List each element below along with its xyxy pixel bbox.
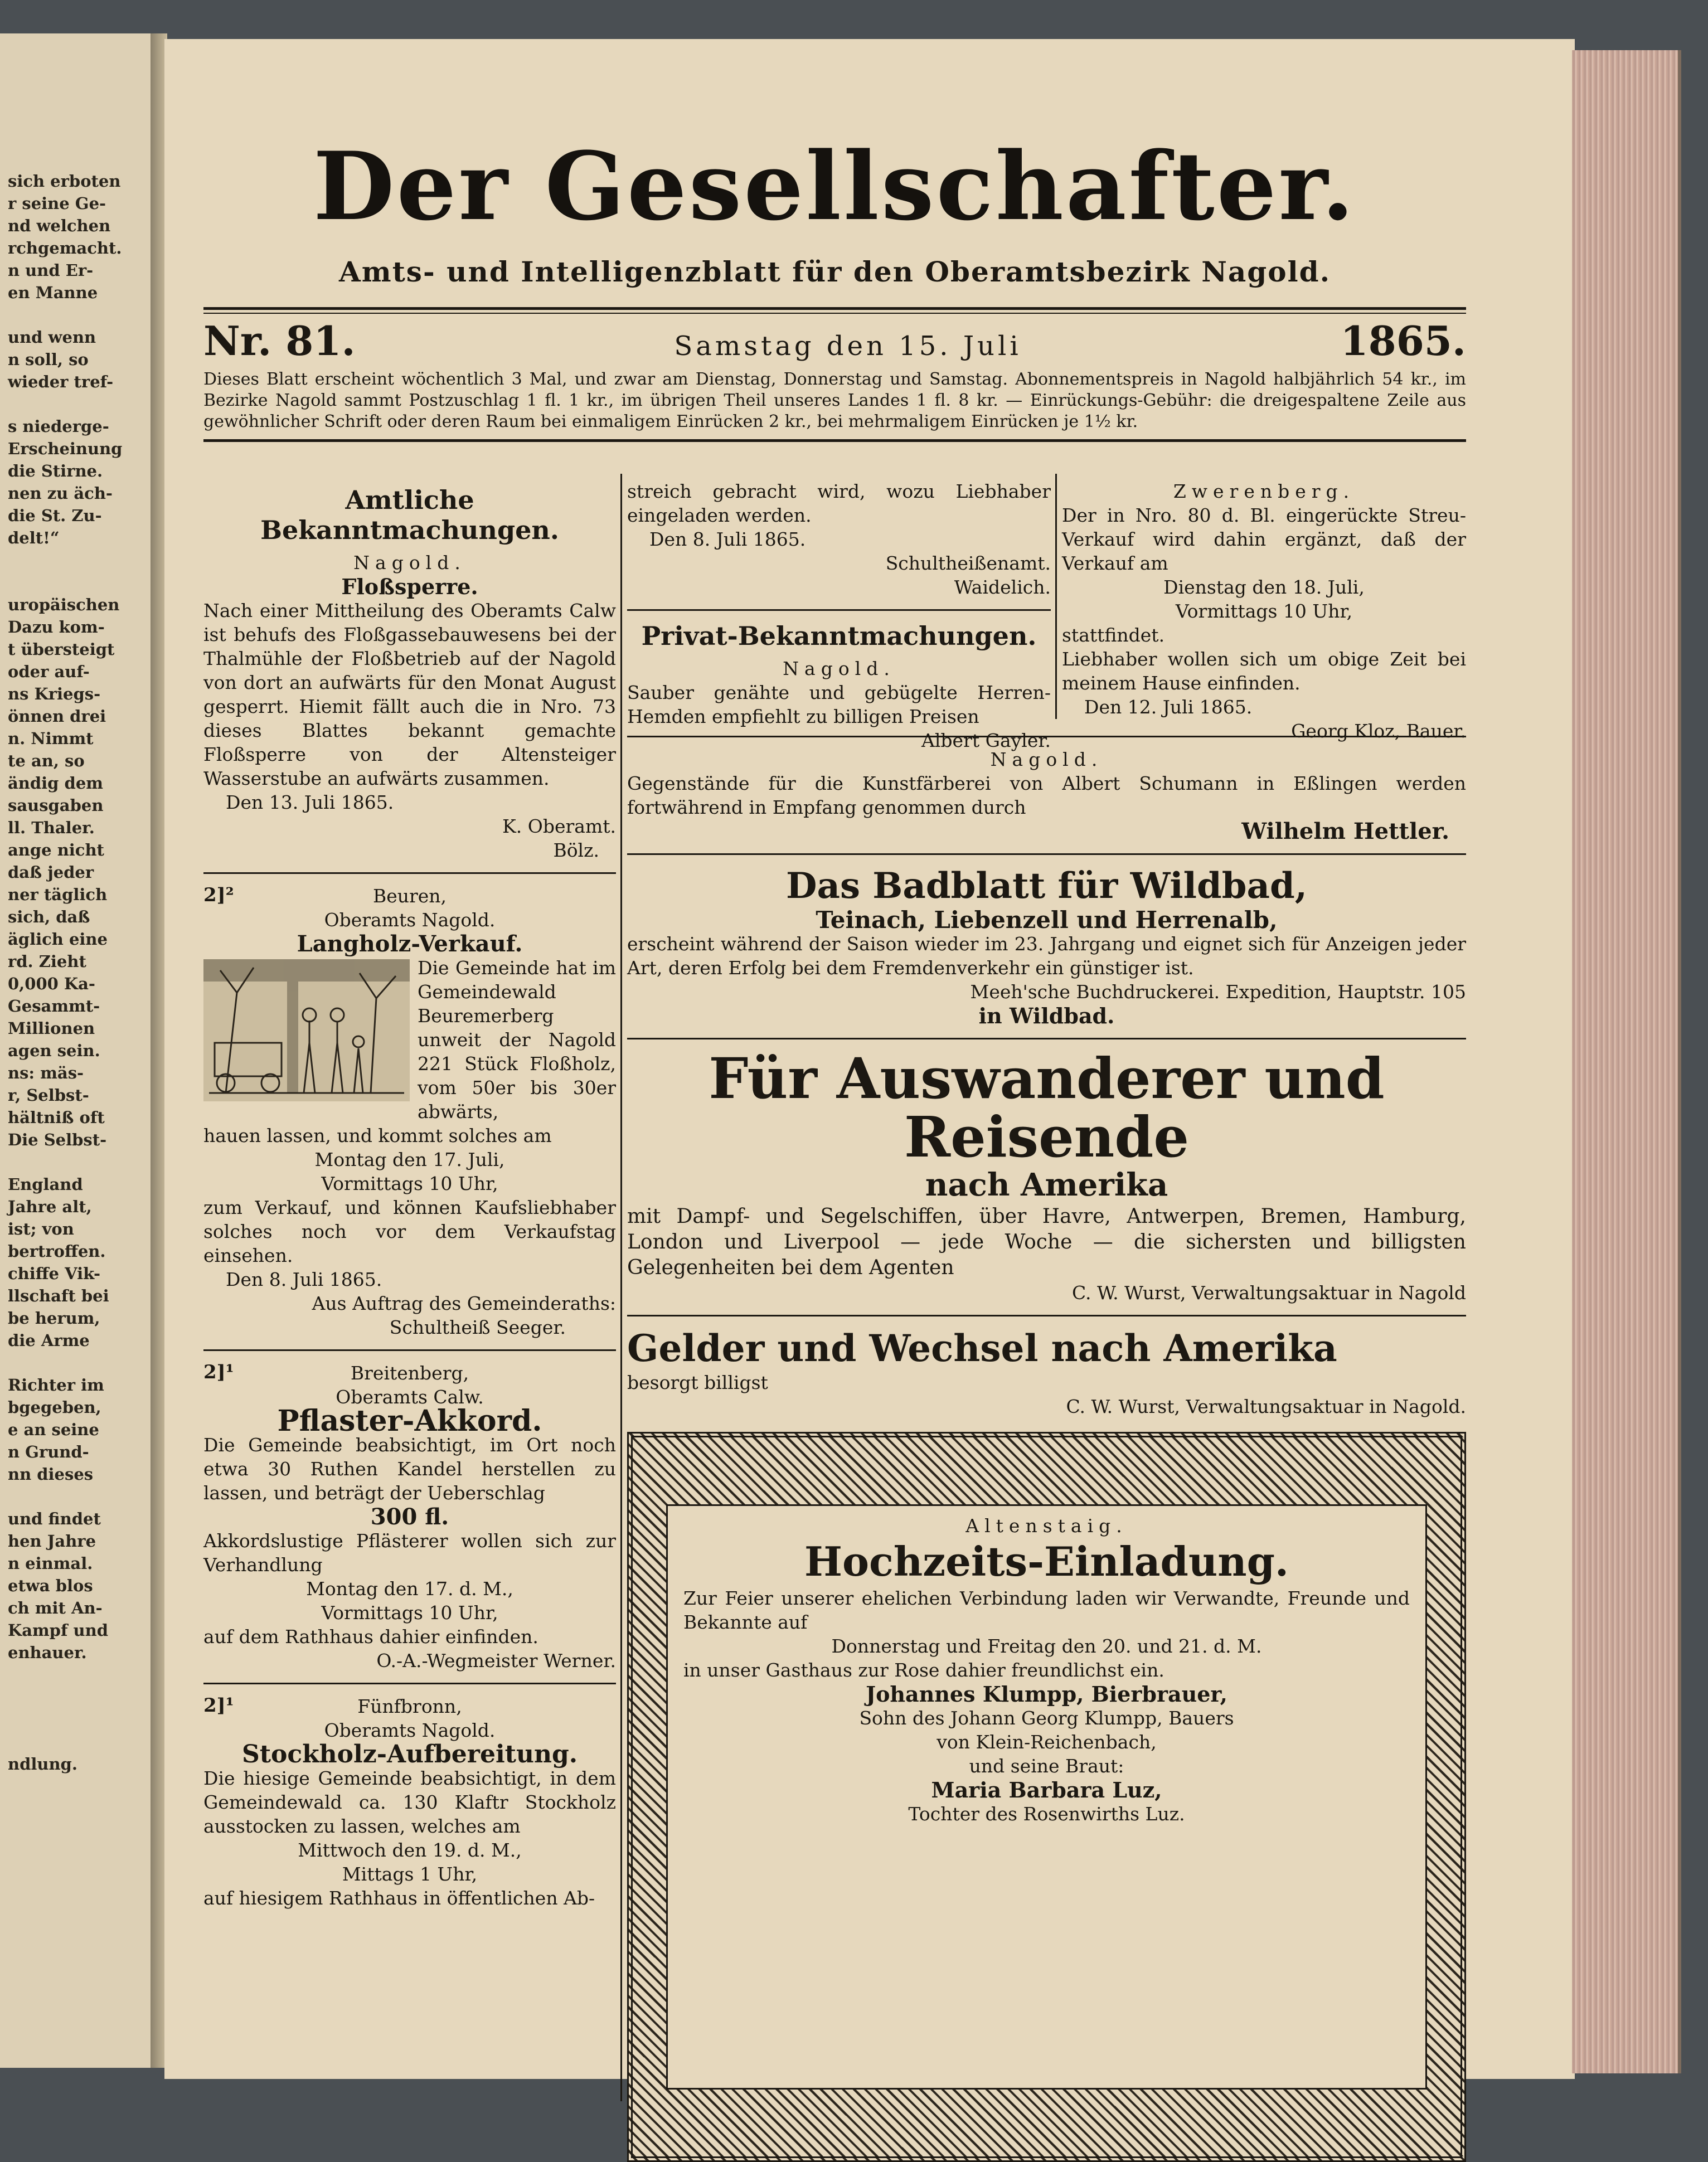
- badblatt-place: in Wildbad.: [978, 1003, 1115, 1028]
- facing-page-line: önnen drei: [8, 707, 106, 726]
- wedding-groom-detail: von Klein-Reichenbach,: [937, 1731, 1157, 1753]
- facing-page-fragment: [0, 33, 155, 2068]
- facing-page-line: [8, 393, 122, 415]
- notice-number: 2]¹: [203, 1361, 234, 1383]
- masthead-subtitle: Amts- und Intelligenzblatt für den Oberamtsbezirk Nagold.: [339, 255, 1331, 288]
- notice-text: Nach einer Mittheilung des Oberamts Calw ist behufs des Floßgassebauwesens bei der Thalmühle der Floßbetrieb auf der Nagold von dort an aufwärts für den Monat August gesperrt. Hiemit fällt auch die in Nro. 73 dieses Blattes bekannt gemachte Floßsperre von der Altensteiger Wasserstube an aufwärts zusammen.: [203, 600, 616, 789]
- facing-page-text: [8, 170, 122, 1775]
- notice-signature: K. Oberamt.: [502, 815, 616, 837]
- money-signature: C. W. Wurst, Verwaltungsaktuar in Nagold.: [1066, 1396, 1466, 1418]
- notice-number: 2]²: [203, 884, 234, 906]
- badblatt-subtitle: Teinach, Liebenzell und Herrenalb,: [816, 906, 1278, 934]
- facing-page-line: wieder tref-: [8, 372, 114, 391]
- notice-title: Stockholz-Aufbereitung.: [241, 1740, 578, 1769]
- masthead-title: Der Gesellschafter.: [313, 131, 1357, 241]
- facing-page-line: Richter im: [8, 1376, 104, 1395]
- section-heading-private: Privat-Bekanntmachungen.: [641, 621, 1037, 651]
- facing-page-line: [8, 549, 122, 571]
- notice-pflaster: [203, 1361, 616, 1673]
- column-divider: [620, 474, 622, 2101]
- wedding-where: in unser Gasthaus zur Rose dahier freundlichst ein.: [683, 1659, 1164, 1681]
- notice-text: Der in Nro. 80 d. Bl. eingerückte Streu-Verkauf wird dahin ergänzt, daß der Verkauf am: [1062, 504, 1466, 574]
- notice-district: Oberamts Calw.: [336, 1386, 484, 1408]
- facing-page-line: hen Jahre: [8, 1532, 96, 1551]
- notice-place: Zwerenberg.: [1173, 480, 1355, 502]
- wedding-ornamental-frame: [627, 1432, 1466, 2162]
- facing-page-line: sausgaben: [8, 796, 104, 815]
- facing-page-line: ändig dem: [8, 774, 103, 793]
- facing-page-line: nn dieses: [8, 1465, 94, 1484]
- badblatt-text: erscheint während der Saison wieder im 23. Jahrgang und eignet sich für Anzeigen jeder Art, deren Erfolg bei dem Fremdenverkehr ein günstiger ist.: [627, 932, 1466, 979]
- emigrants-subtitle: nach Amerika: [925, 1166, 1168, 1203]
- facing-page-line: rd. Zieht: [8, 952, 86, 971]
- facing-page-line: en Manne: [8, 283, 98, 302]
- facing-page-line: nen zu äch-: [8, 484, 113, 503]
- money-title: Gelder und Wechsel nach Amerika: [627, 1326, 1337, 1370]
- ad-divider: [627, 736, 1466, 737]
- notice-divider: [203, 872, 616, 874]
- facing-page-line: Erscheinung: [8, 439, 123, 458]
- notice-when: Vormittags 10 Uhr,: [1175, 600, 1353, 622]
- column-official: [203, 479, 616, 1910]
- notice-text: Die hiesige Gemeinde beabsichtigt, in dem Gemeindewald ca. 130 Klaftr Stockholz ausstocken zu lassen, welches am: [203, 1767, 616, 1837]
- wedding-groom: Johannes Klumpp, Bierbrauer,: [866, 1681, 1227, 1707]
- facing-page-line: ist; von: [8, 1220, 74, 1238]
- facing-page-line: n. Nimmt: [8, 729, 94, 748]
- emigrants-title: Für Auswanderer und Reisende: [709, 1045, 1385, 1170]
- facing-page-line: daß jeder: [8, 863, 94, 882]
- facing-page-line: Dazu kom-: [8, 618, 105, 637]
- notice-divider: [203, 1349, 616, 1351]
- notice-text: Sauber genähte und gebügelte Herren-Hemden empfiehlt zu billigen Preisen: [627, 682, 1051, 727]
- facing-page-line: und wenn: [8, 328, 96, 347]
- facing-page-line: [8, 1151, 122, 1173]
- notice-text: stattfindet.: [1062, 624, 1165, 646]
- facing-page-line: chiffe Vik-: [8, 1264, 101, 1283]
- ad-divider: [627, 1038, 1466, 1039]
- wedding-place: Altenstaig.: [965, 1515, 1128, 1537]
- notice-title: Floßsperre.: [341, 574, 478, 599]
- ad-place: Nagold.: [990, 749, 1103, 770]
- header-rule: [203, 439, 1466, 442]
- subscription-info: Dieses Blatt erscheint wöchentlich 3 Mal, und zwar am Dienstag, Donnerstag und Samstag. Abonnementspreis in Nagold halbjährlich 54 kr., im Bezirke Nagold sammt Postzuschlag 1 fl. 1 kr., im übrigen Theil unseres Landes 1 fl. 8 kr. — Einrückungs-Gebühr: die dreigespaltene Zeile aus gewöhnlicher Schrift oder deren Raum bei einmaligem Einrücken 2 kr., bei mehrmaligem Einrücken je 1½ kr.: [203, 370, 1466, 431]
- notice-when: Mittags 1 Uhr,: [342, 1863, 478, 1885]
- woodcut-illustration: [203, 959, 410, 1101]
- facing-page-line: delt!“: [8, 528, 60, 547]
- emigrants-text: mit Dampf- und Segelschiffen, über Havre, Antwerpen, Bremen, Hamburg, London und Liverpool — jede Woche — die sichersten und billigsten Gelegenheiten bei dem Agenten: [627, 1204, 1466, 1279]
- facing-page-line: ns: mäs-: [8, 1063, 84, 1082]
- notice-signature: Schultheißenamt.: [885, 552, 1051, 574]
- issue-number: Nr. 81.: [203, 317, 356, 365]
- notice-place: Beuren,: [372, 885, 447, 907]
- facing-page-line: r, Selbst-: [8, 1086, 89, 1105]
- ad-divider: [627, 853, 1466, 855]
- notice-signature: Georg Kloz, Bauer.: [1291, 720, 1466, 742]
- notice-text: Die Gemeinde hat im Gemeindewald Beuremerberg unweit der Nagold 221 Stück Floßholz, vom 50er bis 30er abwärts,: [418, 957, 616, 1123]
- facing-page-line: e an seine: [8, 1420, 99, 1439]
- facing-page-line: ns Kriegs-: [8, 684, 101, 703]
- facing-page-line: äglich eine: [8, 930, 108, 949]
- notice-place: Breitenberg,: [350, 1362, 469, 1384]
- notice-signature: Albert Gayler.: [921, 730, 1051, 751]
- facing-page-line: n einmal.: [8, 1554, 93, 1573]
- section-heading-official: Amtliche Bekanntmachungen.: [260, 485, 559, 545]
- wedding-bride-detail: Tochter des Rosenwirths Luz.: [908, 1803, 1185, 1825]
- notice-text: hauen lassen, und kommt solches am: [203, 1125, 552, 1146]
- notice-signature: Schultheiß Seeger.: [389, 1316, 566, 1338]
- facing-page-line: [8, 1731, 122, 1753]
- notice-place: Nagold.: [353, 552, 466, 574]
- facing-page-line: [8, 1352, 122, 1374]
- notice-date: Den 8. Juli 1865.: [226, 1269, 382, 1290]
- notice-place: Fünfbronn,: [357, 1695, 462, 1717]
- facing-page-line: und findet: [8, 1509, 101, 1528]
- badblatt-title: Das Badblatt für Wildbad,: [786, 865, 1307, 907]
- facing-page-line: die Stirne.: [8, 461, 103, 480]
- facing-page-line: [8, 1708, 122, 1731]
- facing-page-line: etwa blos: [8, 1576, 93, 1595]
- wedding-groom-detail: Sohn des Johann Georg Klumpp, Bauers: [859, 1707, 1234, 1729]
- facing-page-line: n soll, so: [8, 350, 89, 369]
- notice-amount: 300 fl.: [370, 1504, 449, 1530]
- notice-text: Die Gemeinde beabsichtigt, im Ort noch etwa 30 Ruthen Kandel herstellen zu lassen, und beträgt der Ueberschlag: [203, 1434, 616, 1504]
- notice-district: Oberamts Nagold.: [324, 909, 496, 931]
- facing-page-line: te an, so: [8, 751, 85, 770]
- column-middle: [627, 479, 1051, 752]
- facing-page-line: [8, 1664, 122, 1686]
- wedding-text: Zur Feier unserer ehelichen Verbindung laden wir Verwandte, Freunde und Bekannte auf: [683, 1587, 1410, 1633]
- facing-page-line: r seine Ge-: [8, 194, 106, 213]
- facing-page-line: Millionen: [8, 1019, 95, 1038]
- facing-page-line: ange nicht: [8, 840, 104, 859]
- facing-page-line: n Grund-: [8, 1442, 89, 1461]
- notice-signature: Waidelich.: [954, 576, 1051, 598]
- notice-signature: O.-A.-Wegmeister Werner.: [376, 1650, 616, 1672]
- facing-page-line: [8, 571, 122, 594]
- notice-text: zum Verkauf, und können Kaufsliebhaber solches noch vor dem Verkaufstag einsehen.: [203, 1197, 616, 1266]
- facing-page-line: sich erboten: [8, 172, 121, 191]
- wedding-invitation: [666, 1504, 1427, 2090]
- facing-page-line: ch mit An-: [8, 1599, 103, 1617]
- wedding-when: Donnerstag und Freitag den 20. und 21. d. M.: [831, 1635, 1262, 1657]
- ad-divider: [627, 1315, 1466, 1316]
- notice-date: Den 13. Juli 1865.: [226, 791, 394, 813]
- facing-page-line: ll. Thaler.: [8, 818, 95, 837]
- facing-page-line: Gesammt-: [8, 997, 100, 1016]
- notice-text: streich gebracht wird, wozu Liebhaber eingeladen werden.: [627, 480, 1051, 526]
- facing-page-line: bertroffen.: [8, 1242, 106, 1261]
- facing-page-line: agen sein.: [8, 1041, 100, 1060]
- facing-page-line: ner täglich: [8, 885, 108, 904]
- money-text: besorgt billigst: [627, 1372, 768, 1394]
- notice-signature: Aus Auftrag des Gemeinderaths:: [312, 1293, 616, 1314]
- facing-page-line: 0,000 Ka-: [8, 974, 95, 993]
- facing-page-line: [8, 304, 122, 326]
- column-divider: [1055, 474, 1057, 719]
- facing-page-line: nd welchen: [8, 216, 111, 235]
- facing-page-line: [8, 1686, 122, 1708]
- notice-langholz: [203, 884, 616, 1339]
- facing-page-line: Die Selbst-: [8, 1130, 107, 1149]
- facing-page-line: s niederge-: [8, 417, 109, 436]
- facing-page-line: oder auf-: [8, 662, 90, 681]
- issue-date: Samstag den 15. Juli: [674, 331, 1022, 362]
- notice-when: Vormittags 10 Uhr,: [321, 1173, 498, 1194]
- issue-line: [203, 317, 1466, 365]
- badblatt-signature: Meeh'sche Buchdruckerei. Expedition, Hauptstr. 105: [970, 980, 1466, 1003]
- facing-page-line: bgegeben,: [8, 1398, 101, 1417]
- wide-ads: [627, 736, 1466, 2162]
- ad-text: Gegenstände für die Kunstfärberei von Albert Schumann in Eßlingen werden fortwährend in Empfang genommen durch: [627, 773, 1466, 818]
- page-edges: [1572, 50, 1681, 2073]
- notice-when: Mittwoch den 19. d. M.,: [298, 1839, 522, 1861]
- facing-page-line: [8, 1485, 122, 1508]
- emigrants-signature: C. W. Wurst, Verwaltungsaktuar in Nagold: [1071, 1281, 1466, 1304]
- notice-text: auf dem Rathhaus dahier einfinden.: [203, 1626, 538, 1648]
- notice-when: Montag den 17. d. M.,: [306, 1578, 513, 1600]
- notice-when: Vormittags 10 Uhr,: [321, 1602, 498, 1624]
- column-right: [1062, 479, 1466, 743]
- wedding-bride: Maria Barbara Luz,: [931, 1777, 1162, 1803]
- notice-text: Liebhaber wollen sich um obige Zeit bei meinem Hause einfinden.: [1062, 648, 1466, 694]
- facing-page-line: rchgemacht.: [8, 239, 122, 258]
- wedding-and: und seine Braut:: [969, 1755, 1124, 1777]
- facing-page-line: llschaft bei: [8, 1286, 109, 1305]
- notice-divider: [627, 609, 1051, 611]
- facing-page-line: England: [8, 1175, 83, 1194]
- notice-date: Den 12. Juli 1865.: [1084, 696, 1253, 718]
- notice-title: Langholz-Verkauf.: [297, 931, 523, 957]
- notice-district: Oberamts Nagold.: [324, 1719, 496, 1741]
- notice-place: Nagold.: [783, 658, 895, 679]
- notice-when: Montag den 17. Juli,: [314, 1149, 505, 1170]
- ad-signature: Wilhelm Hettler.: [1241, 818, 1449, 844]
- notice-date: Den 8. Juli 1865.: [649, 528, 806, 550]
- facing-page-line: die St. Zu-: [8, 506, 102, 525]
- facing-page-line: Kampf und: [8, 1621, 108, 1640]
- facing-page-line: uropäischen: [8, 595, 120, 614]
- notice-divider: [203, 1683, 616, 1684]
- facing-page-line: Jahre alt,: [8, 1197, 92, 1216]
- facing-page-line: be herum,: [8, 1309, 100, 1328]
- facing-page-line: hältniß oft: [8, 1108, 105, 1127]
- wedding-title: Hochzeits-Einladung.: [804, 1538, 1289, 1586]
- facing-page-line: n und Er-: [8, 261, 94, 280]
- facing-page-line: die Arme: [8, 1331, 90, 1350]
- issue-year: 1865.: [1340, 317, 1466, 365]
- newspaper-content: [203, 131, 1466, 1909]
- facing-page-line: enhauer.: [8, 1643, 87, 1662]
- notice-text: Akkordslustige Pflästerer wollen sich zur Verhandlung: [203, 1530, 616, 1576]
- facing-page-line: t übersteigt: [8, 640, 115, 659]
- facing-page-line: ndlung.: [8, 1755, 77, 1774]
- notice-when: Dienstag den 18. Juli,: [1163, 576, 1365, 598]
- notice-number: 2]¹: [203, 1694, 234, 1717]
- notice-text: auf hiesigem Rathhaus in öffentlichen Ab-: [203, 1887, 595, 1909]
- notice-title: Pflaster-Akkord.: [277, 1404, 542, 1438]
- notice-signature: Bölz.: [553, 839, 599, 861]
- notice-stockholz: [203, 1694, 616, 1910]
- facing-page-line: sich, daß: [8, 907, 90, 926]
- masthead-rule: [203, 307, 1466, 314]
